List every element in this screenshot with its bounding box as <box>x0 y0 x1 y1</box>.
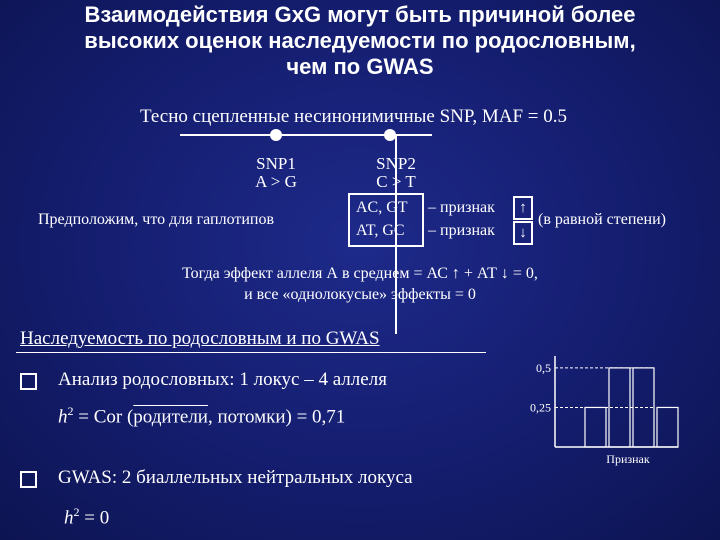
up-arrow-icon: ↑ <box>513 196 533 220</box>
chart-bar <box>657 407 678 447</box>
snp2-label <box>356 155 436 191</box>
slide-title <box>0 2 720 80</box>
cor-suffix: , потомки) = 0,71 <box>207 406 346 428</box>
bullet-1-formula <box>58 404 345 428</box>
assumption-text: Предположим, что для гаплотипов <box>38 211 275 228</box>
h2-superscript: 2 <box>67 404 74 418</box>
chart-y-tick-label: 0,5 <box>536 360 551 375</box>
chart-bar <box>585 407 606 447</box>
effect-line-2: и все «однолокусые» эффекты = 0 <box>244 286 476 303</box>
heritability-rule <box>16 352 486 353</box>
cor-prefix: = Cor ( <box>73 406 134 428</box>
bullet-1-text: Анализ родословных: 1 локус – 4 аллеля <box>58 369 387 390</box>
heritability-heading: Наследуемость по родословным и по GWAS <box>20 328 380 349</box>
h2-symbol: h <box>58 406 68 428</box>
title-line-1: Взаимодействия GxG могут быть причиной более <box>84 2 636 27</box>
chart-y-tick-label: 0,25 <box>530 400 551 415</box>
h2-value: = 0 <box>79 507 110 529</box>
chart-x-axis-label: Признак <box>606 452 650 466</box>
bullet-2-formula <box>64 505 109 529</box>
snp-subtitle: Тесно сцепленные несинонимичные SNP, MAF = 0.5 <box>140 106 567 127</box>
bullet-checkbox-icon <box>20 373 37 390</box>
trait-distribution-chart <box>510 350 680 470</box>
haplotype-1-trait: – признак <box>428 199 495 216</box>
haplotype-2-trait: – признак <box>428 222 495 239</box>
down-arrow-icon: ↓ <box>513 221 533 245</box>
title-line-3: чем по GWAS <box>286 54 434 79</box>
snp2-name: SNP2 <box>376 154 416 173</box>
snp1-name: SNP1 <box>256 154 296 173</box>
title-line-2: высоких оценок наследуемости по родословным, <box>84 28 636 53</box>
snp1-marker <box>270 129 282 141</box>
snp1-label <box>236 155 316 191</box>
haplotype-2-label: AT, GC <box>356 222 405 239</box>
bullet-checkbox-icon <box>20 471 37 488</box>
parents-overlined: родители <box>133 406 208 428</box>
bullet-2-text: GWAS: 2 биаллельных нейтральных локуса <box>58 467 413 488</box>
h2-symbol: h <box>64 507 74 529</box>
effect-line-1: Тогда эффект аллеля А в среднем = АС ↑ + АТ ↓ = 0, <box>182 265 538 282</box>
haplotype-1-label: AC, GT <box>356 199 408 216</box>
snp1-alleles: A > G <box>255 172 297 191</box>
h2-superscript: 2 <box>73 505 80 519</box>
equal-degree-note: (в равной степени) <box>538 211 666 228</box>
snp2-alleles: C > T <box>376 172 416 191</box>
